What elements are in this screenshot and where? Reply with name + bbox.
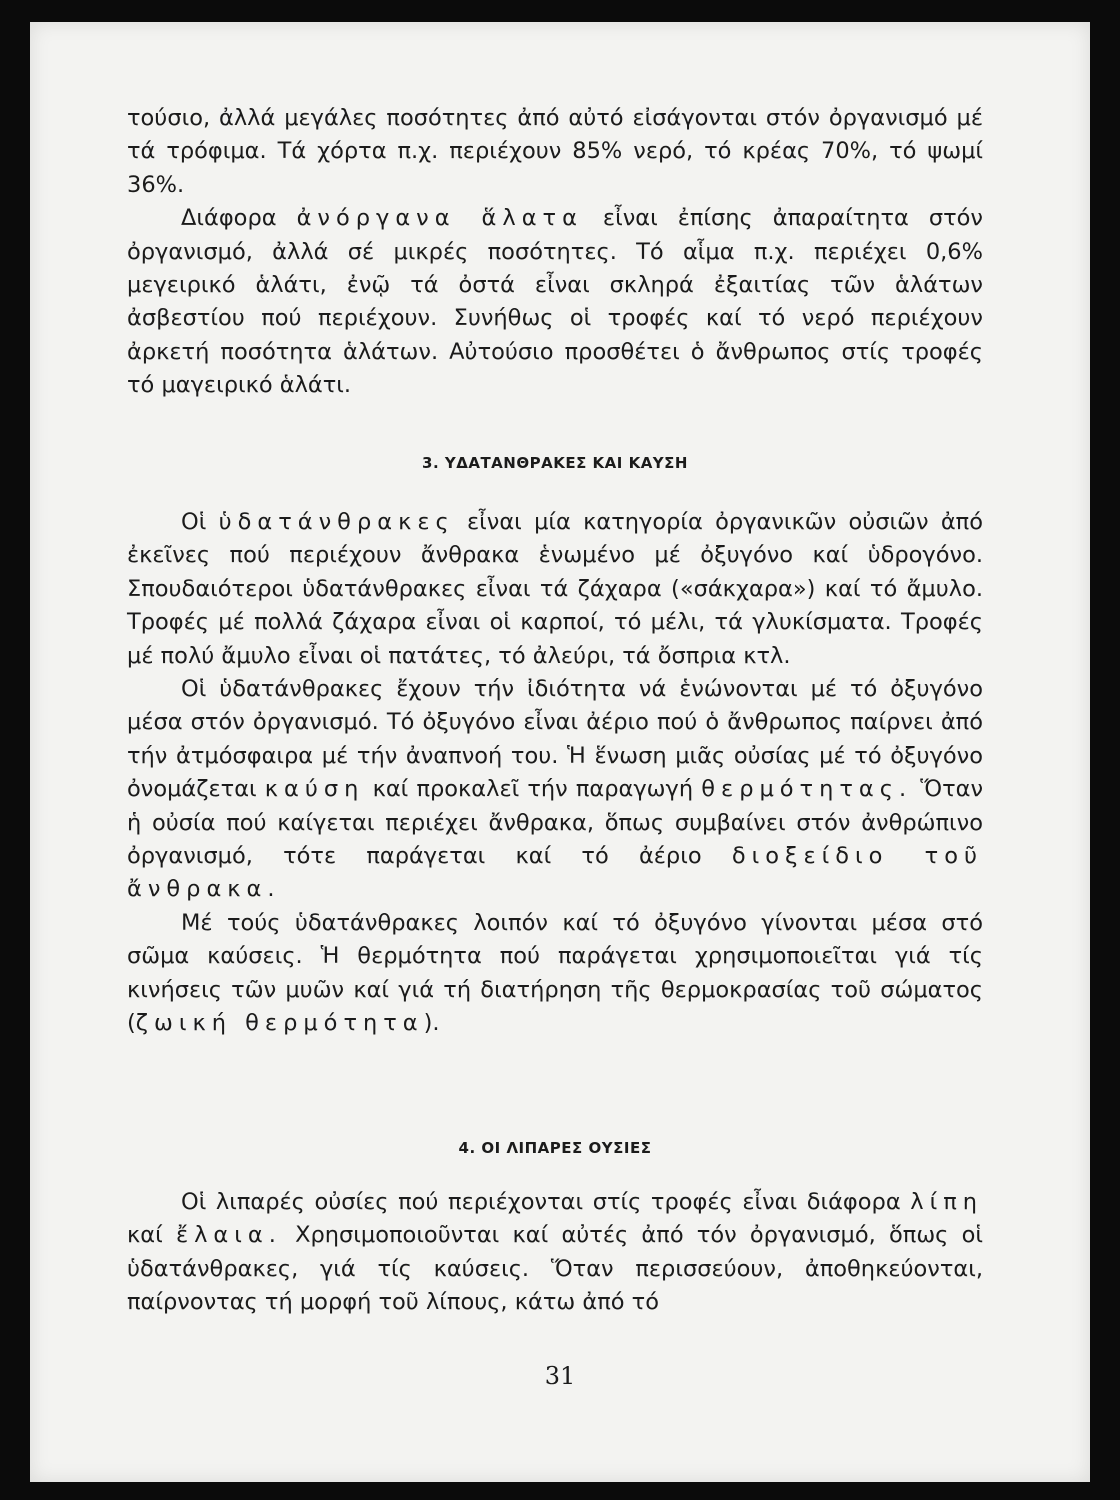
text-block-section-4: [127, 1186, 983, 1320]
spaced-emphasis: καύση: [264, 776, 365, 803]
paragraph: Οἱ λιπαρές οὐσίες πού περιέχονται στίς τροφές εἶναι διάφορα λίπη καί ἔλαια. Χρησιμοποιοῦνται καί αὐτές ἀπό τόν ὀργανισμό, ὅπως οἱ ὑδατάνθρακες, γιά τίς καύσεις. Ὅταν περισσεύουν, ἀποθηκεύονται, παίρνοντας τή μορφή τοῦ λίπους, κάτω ἀπό τό: [127, 1189, 984, 1316]
spaced-emphasis: διοξείδιο τοῦ ἄνθρακα.: [127, 843, 983, 903]
text-block-section-3: [127, 506, 983, 1041]
paragraph: Οἱ ὑδατάνθρακες ἔχουν τήν ἰδιότητα νά ἑνώνονται μέ τό ὀξυγόνο μέσα στόν ὀργανισμό. Τό ὀξυγόνο εἶναι ἀέριο πού ὁ ἄνθρωπος παίρνει ἀπό τήν ἀτμόσφαιρα μέ τήν ἀναπνοή του. Ἡ ἕνωση μιᾶς οὐσίας μέ τό ὀξυγόνο ὀνομάζεται καύση καί προκαλεῖ τήν παραγωγή θερμότητας. Ὅταν ἡ οὐσία πού καίγεται περιέχει ἄνθρακα, ὅπως συμβαίνει στόν ἀνθρώπινο ὀργανισμό, τότε παράγεται καί τό ἀέριο διοξείδιο τοῦ ἄνθρακα.: [127, 676, 984, 903]
paragraph: Οἱ ὑδατάνθρακες εἶναι μία κατηγορία ὀργανικῶν οὐσιῶν ἀπό ἐκεῖνες πού περιέχουν ἄνθρακα ἑνωμένο μέ ὀξυγόνο καί ὑδρογόνο. Σπουδαιότεροι ὑδατάνθρακες εἶναι τά ζάχαρα («σάκχαρα») καί τό ἄμυλο. Τροφές μέ πολλά ζάχαρα εἶναι οἱ καρποί, τό μέλι, τά γλυκίσματα. Τροφές μέ πολύ ἄμυλο εἶναι οἱ πατάτες, τό ἀλεύρι, τά ὄσπρια κτλ.: [127, 509, 983, 669]
paragraph: Διάφορα ἀνόργανα ἅλατα εἶναι ἐπίσης ἀπαραίτητα στόν ὀργανισμό, ἀλλά σέ μικρές ποσότητες. Τό αἷμα π.χ. περιέχει 0,6% μεγειρικό ἁλάτι, ἐνῷ τά ὀστά εἶναι σκληρά ἐξαιτίας τῶν ἁλάτων ἀσβεστίου πού περιέχουν. Συνήθως οἱ τροφές καί τό νερό περιέχουν ἀρκετή ποσότητα ἁλάτων. Αὐτούσιο προσθέτει ὁ ἄνθρωπος στίς τροφές τό μαγειρικό ἁλάτι.: [127, 205, 983, 399]
section-heading: 3. ΥΔΑΤΑΝΘΡΑΚΕΣ ΚΑΙ ΚΑΥΣΗ: [422, 454, 688, 472]
page-number: 31: [544, 1362, 576, 1390]
spaced-emphasis: θερμότητας.: [701, 776, 913, 803]
book-page: [30, 22, 1090, 1482]
text-block-intro: [127, 102, 983, 403]
paragraph: τούσιο, ἀλλά μεγάλες ποσότητες ἀπό αὐτό εἰσάγονται στόν ὀργανισμό μέ τά τρόφιμα. Τά χόρτα π.χ. περιέχουν 85% νερό, τό κρέας 70%, τό ψωμί 36%.: [127, 105, 983, 198]
spaced-emphasis: λίπη: [910, 1189, 984, 1215]
spaced-emphasis: ἀνόργανα ἅλατα: [296, 205, 583, 232]
spaced-emphasis: ἔλαια.: [175, 1222, 282, 1249]
paragraph: Μέ τούς ὑδατάνθρακες λοιπόν καί τό ὀξυγόνο γίνονται μέσα στό σῶμα καύσεις. Ἡ θερμότητα πού παράγεται χρησιμοποιεῖται γιά τίς κινήσεις τῶν μυῶν καί γιά τή διατήρηση τῆς θερμοκρασίας τοῦ σώματος (ζωική θερμότητα).: [127, 909, 983, 1037]
spaced-emphasis: ὑδατάνθρακες: [218, 509, 455, 535]
section-heading: 4. ΟΙ ΛΙΠΑΡΕΣ ΟΥΣΙΕΣ: [458, 1139, 652, 1157]
spaced-emphasis: ζωική θερμότητα: [135, 1010, 424, 1037]
